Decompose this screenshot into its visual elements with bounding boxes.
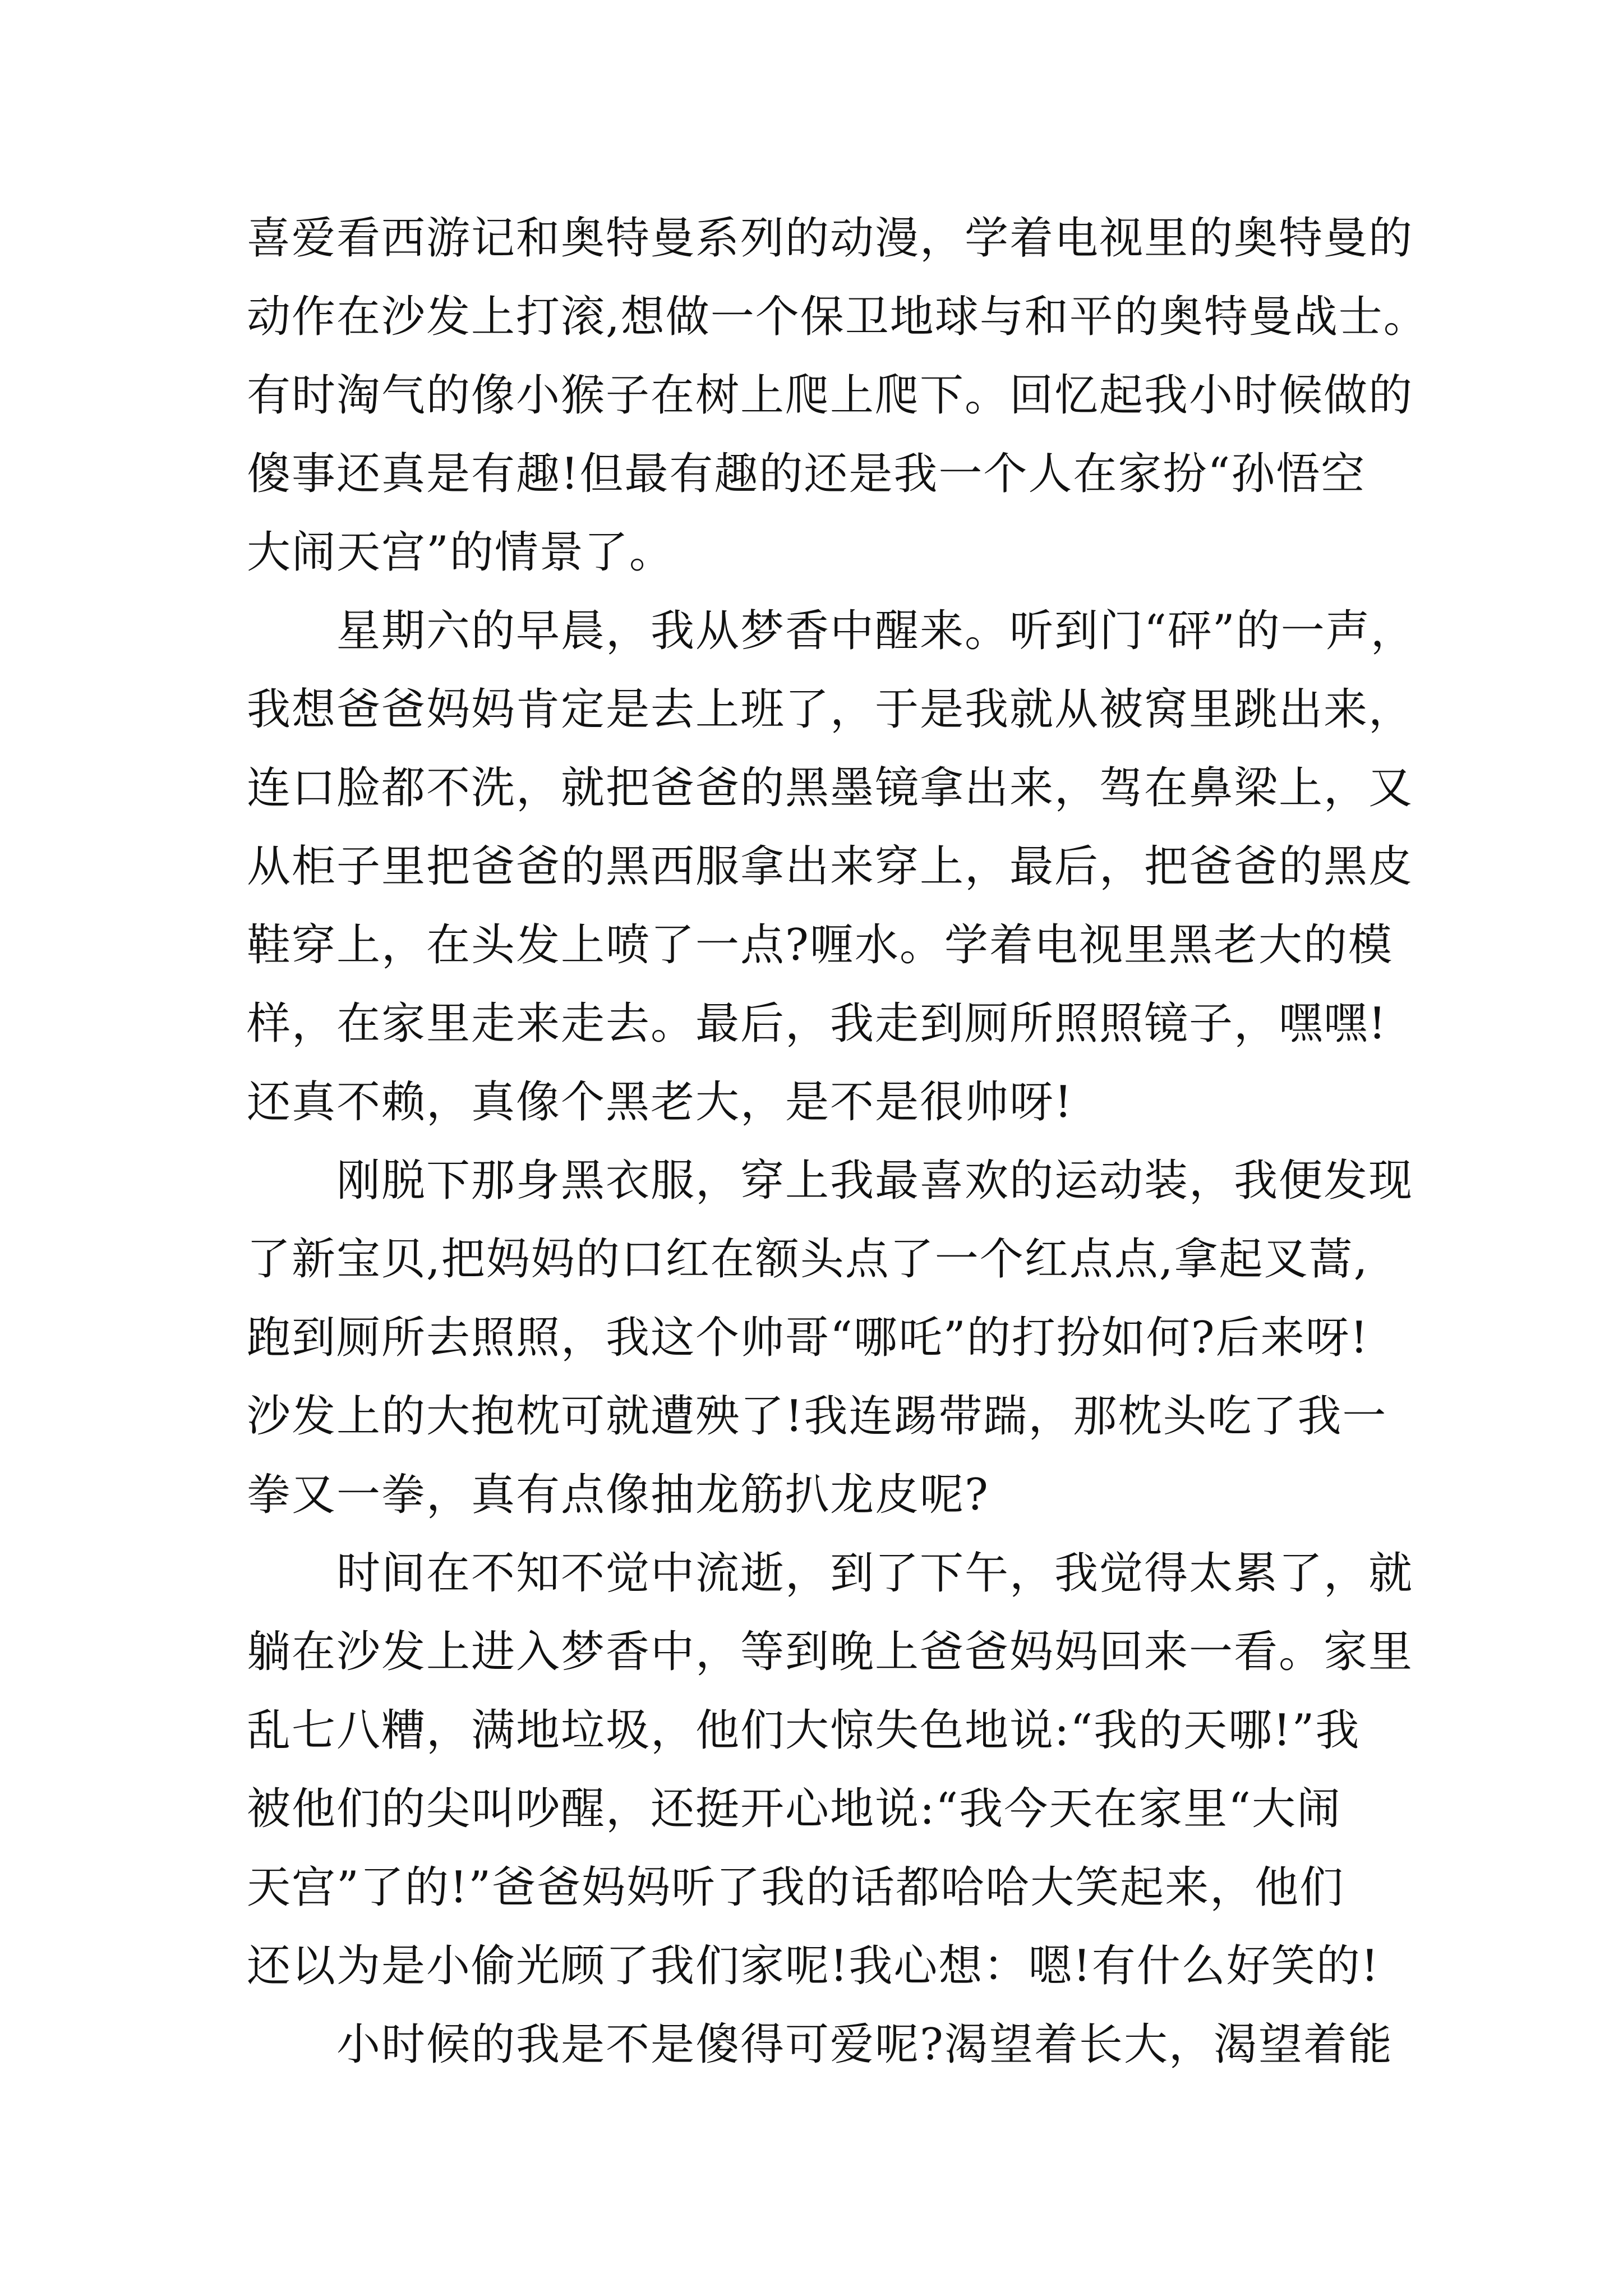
text-line: 跑到厕所去照照，我这个帅哥“哪吒”的打扮如何?后来呀!: [247, 1313, 1369, 1363]
text-line: 有时淘气的像小猴子在树上爬上爬下。回忆起我小时候做的: [247, 370, 1414, 421]
text-line: 鞋穿上，在头发上喷了一点?喱水。学着电视里黑老大的模: [247, 920, 1393, 970]
essay-text: [247, 199, 1447, 2084]
text-line: 我想爸爸妈妈肯定是去上班了，于是我就从被窝里跳出来，: [247, 684, 1414, 735]
text-line: 大闹天宫”的情景了。: [247, 527, 674, 578]
text-line: 还真不赖，真像个黑老大，是不是很帅呀!: [247, 1077, 1073, 1128]
text-line: 星期六的早晨，我从梦香中醒来。听到门“砰”的一声，: [247, 606, 1415, 656]
text-line: 连口脸都不洗，就把爸爸的黑墨镜拿出来，驾在鼻梁上，又: [247, 763, 1414, 813]
text-line: 拳又一拳，真有点像抽龙筋扒龙皮呢?: [247, 1470, 989, 1520]
text-line: 从柜子里把爸爸的黑西服拿出来穿上，最后，把爸爸的黑皮: [247, 841, 1414, 892]
text-line: 天宫”了的!”爸爸妈妈听了我的话都哈哈大笑起来，他们: [247, 1862, 1345, 1913]
text-line: 动作在沙发上打滚,想做一个保卫地球与和平的奥特曼战士。: [247, 292, 1428, 342]
text-line: 了新宝贝,把妈妈的口红在额头点了一个红点点,拿起叉蒿,: [247, 1234, 1369, 1285]
text-line: 沙发上的大抱枕可就遭殃了!我连踢带踹，那枕头吃了我一: [247, 1391, 1387, 1442]
text-line: 傻事还真是有趣!但最有趣的还是我一个人在家扮“孙悟空: [247, 449, 1366, 499]
text-line: 被他们的尖叫吵醒，还挺开心地说:“我今天在家里“大闹: [247, 1784, 1342, 1834]
text-line: 样，在家里走来走去。最后，我走到厕所照照镜子，嘿嘿!: [247, 999, 1387, 1049]
text-line: 乱七八糟，满地垃圾，他们大惊失色地说:“我的天哪!”我: [247, 1705, 1361, 1756]
text-line: 躺在沙发上进入梦香中，等到晚上爸爸妈妈回来一看。家里: [247, 1627, 1414, 1677]
text-line: 时间在不知不觉中流逝，到了下午，我觉得太累了，就: [247, 1548, 1414, 1599]
text-line: 还以为是小偷光顾了我们家呢!我心想：嗯!有什么好笑的!: [247, 1941, 1380, 1991]
text-line: 喜爱看西游记和奥特曼系列的动漫，学着电视里的奥特曼的: [247, 213, 1414, 264]
text-line: 刚脱下那身黑衣服，穿上我最喜欢的运动装，我便发现: [247, 1156, 1414, 1206]
text-line: 小时候的我是不是傻得可爱呢?渴望着长大，渴望着能: [247, 2019, 1393, 2070]
